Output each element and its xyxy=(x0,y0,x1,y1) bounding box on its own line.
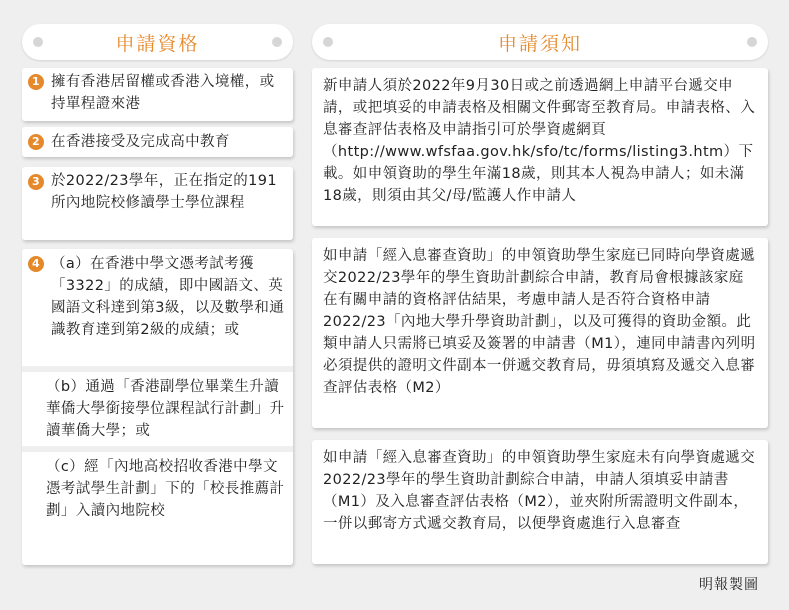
eligibility-title: 申請資格 xyxy=(115,32,200,55)
sub-item-divider xyxy=(22,446,293,452)
notes-title: 申請須知 xyxy=(497,32,582,55)
number-badge-2: 2 xyxy=(28,134,44,150)
eligibility-item-1 xyxy=(22,68,293,121)
notes-paragraph-2 xyxy=(312,238,768,428)
eligibility-item-4c-text: （c）經「內地高校招收香港中學文憑考試學生計劃」下的「校長推薦計劃」入讀內地院校 xyxy=(46,459,285,519)
notes-paragraph-1 xyxy=(312,68,768,226)
sub-item-divider xyxy=(22,366,293,372)
eligibility-column xyxy=(22,24,293,60)
eligibility-item-2-text: 在香港接受及完成高中教育 xyxy=(51,134,230,150)
notes-paragraph-1-text: 新申請人須於2022年9月30日或之前透過網上申請平台遞交申請，或把填妥的申請表格及相關文件郵寄至教育局。申請表格、入息審查評估表格及申請指引可於學資處網頁（http://www.wfsfaa.gov.hk/sfo/tc/forms/listing3.htm）下載。如申領資助的學生年滿18歲，則其本人視為申請人；如未滿18歲，則須由其父/母/監護人作申請人 xyxy=(323,78,756,204)
number-badge-1: 1 xyxy=(28,74,44,90)
eligibility-item-2 xyxy=(22,127,293,157)
number-badge-4: 4 xyxy=(28,256,44,272)
header-dot-left xyxy=(323,37,333,47)
eligibility-item-1-text: 擁有香港居留權或香港入境權，或持單程證來港 xyxy=(51,74,275,112)
eligibility-header xyxy=(22,24,293,60)
eligibility-item-3 xyxy=(22,167,293,240)
notes-paragraph-2-text: 如申請「經入息審查資助」的申領資助學生家庭已同時向學資處遞交2022/23學年的學生資助計劃綜合申請，教育局會根據該家庭在有關申請的資格評估結果，考慮申請人是否符合資格申請2022/23「內地大學升學資助計劃」，以及可獲得的資助金額。此類申請人只需將已填妥及簽署的申請書（M1），連同申請書內列明必須提供的證明文件副本一併遞交教育局，毋須填寫及遞交入息審查評估表格（M2） xyxy=(323,248,756,396)
notes-paragraph-3 xyxy=(312,440,768,564)
notes-paragraph-3-text: 如申請「經入息審查資助」的申領資助學生家庭未有向學資處遞交2022/23學年的學生資助計劃綜合申請，申請人須填妥申請書（M1）及入息審查評估表格（M2），並夾附所需證明文件副本，一併以郵寄方式遞交教育局，以便學資處進行入息審查 xyxy=(323,450,756,532)
header-dot-left xyxy=(33,37,43,47)
eligibility-item-4 xyxy=(22,249,293,565)
credit-label: 明報製圖 xyxy=(699,577,759,593)
notes-header xyxy=(312,24,768,60)
number-badge-3: 3 xyxy=(28,174,44,190)
notes-column xyxy=(312,24,768,60)
eligibility-item-4a-text: （a）在香港中學文憑考試考獲「3322」的成績，即中國語文、英國語文科達到第3級，以及數學和通識教育達到第2級的成績；或 xyxy=(51,256,285,338)
header-dot-right xyxy=(272,37,282,47)
eligibility-item-4b-text: （b）通過「香港副學位畢業生升讀華僑大學銜接學位課程試行計劃」升讀華僑大學；或 xyxy=(46,379,285,439)
eligibility-item-3-text: 於2022/23學年，正在指定的191所內地院校修讀學士學位課程 xyxy=(51,173,278,211)
header-dot-right xyxy=(747,37,757,47)
